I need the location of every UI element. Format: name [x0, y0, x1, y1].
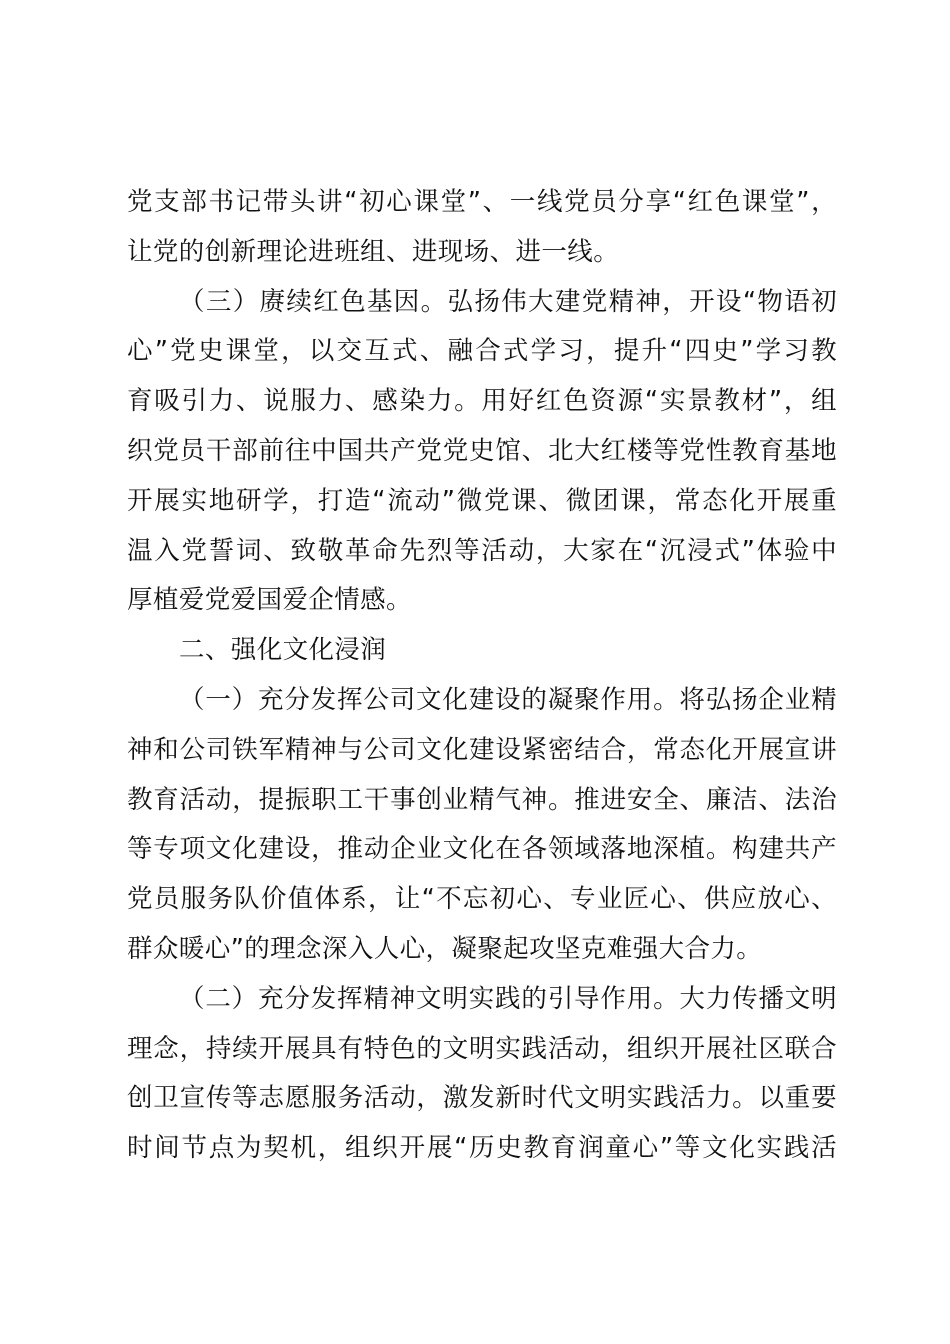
text-line: （三）赓续红色基因。弘扬伟大建党精神，开设“物语初 [179, 286, 837, 317]
text-line: 神和公司铁军精神与公司文化建设紧密结合，常态化开展宣讲 [127, 734, 837, 765]
text-line: 让党的创新理论进班组、进现场、进一线。 [127, 236, 620, 267]
text-line: （二）充分发挥精神文明实践的引导作用。大力传播文明 [179, 983, 837, 1014]
text-line: 理念，持续开展具有特色的文明实践活动，组织开展社区联合 [127, 1033, 837, 1064]
text-line: 党员服务队价值体系，让“不忘初心、专业匠心、供应放心、 [127, 884, 837, 915]
document-body [127, 178, 837, 1174]
text-line: 开展实地研学，打造“流动”微党课、微团课，常态化开展重 [127, 485, 837, 516]
text-line: 心”党史课堂，以交互式、融合式学习，提升“四史”学习教 [127, 336, 837, 367]
text-line: 教育活动，提振职工干事创业精气神。推进安全、廉洁、法治 [127, 784, 837, 815]
text-line: 时间节点为契机，组织开展“历史教育润童心”等文化实践活 [127, 1133, 837, 1164]
text-line: 厚植爱党爱国爱企情感。 [127, 585, 412, 616]
paragraph-party-branch-lectures [127, 178, 837, 278]
paragraph-culture-building [127, 676, 837, 975]
text-line: 创卫宣传等志愿服务活动，激发新时代文明实践活力。以重要 [127, 1083, 837, 1114]
text-line: 育吸引力、说服力、感染力。用好红色资源“实景教材”，组 [127, 386, 837, 417]
text-line: 等专项文化建设，推动企业文化在各领域落地深植。构建共产 [127, 834, 837, 865]
section-heading: 二、强化文化浸润 [179, 635, 387, 666]
paragraph-red-gene [127, 278, 837, 627]
text-line: 织党员干部前往中国共产党党史馆、北大红楼等党性教育基地 [127, 435, 837, 466]
paragraph-civilization-practice [127, 975, 837, 1174]
text-line: 温入党誓词、致敬革命先烈等活动，大家在“沉浸式”体验中 [127, 535, 837, 566]
text-line: 群众暖心”的理念深入人心，凝聚起攻坚克难强大合力。 [127, 933, 763, 964]
text-line: 党支部书记带头讲“初心课堂”、一线党员分享“红色课堂”， [127, 187, 837, 217]
text-line: （一）充分发挥公司文化建设的凝聚作用。将弘扬企业精 [179, 684, 837, 715]
